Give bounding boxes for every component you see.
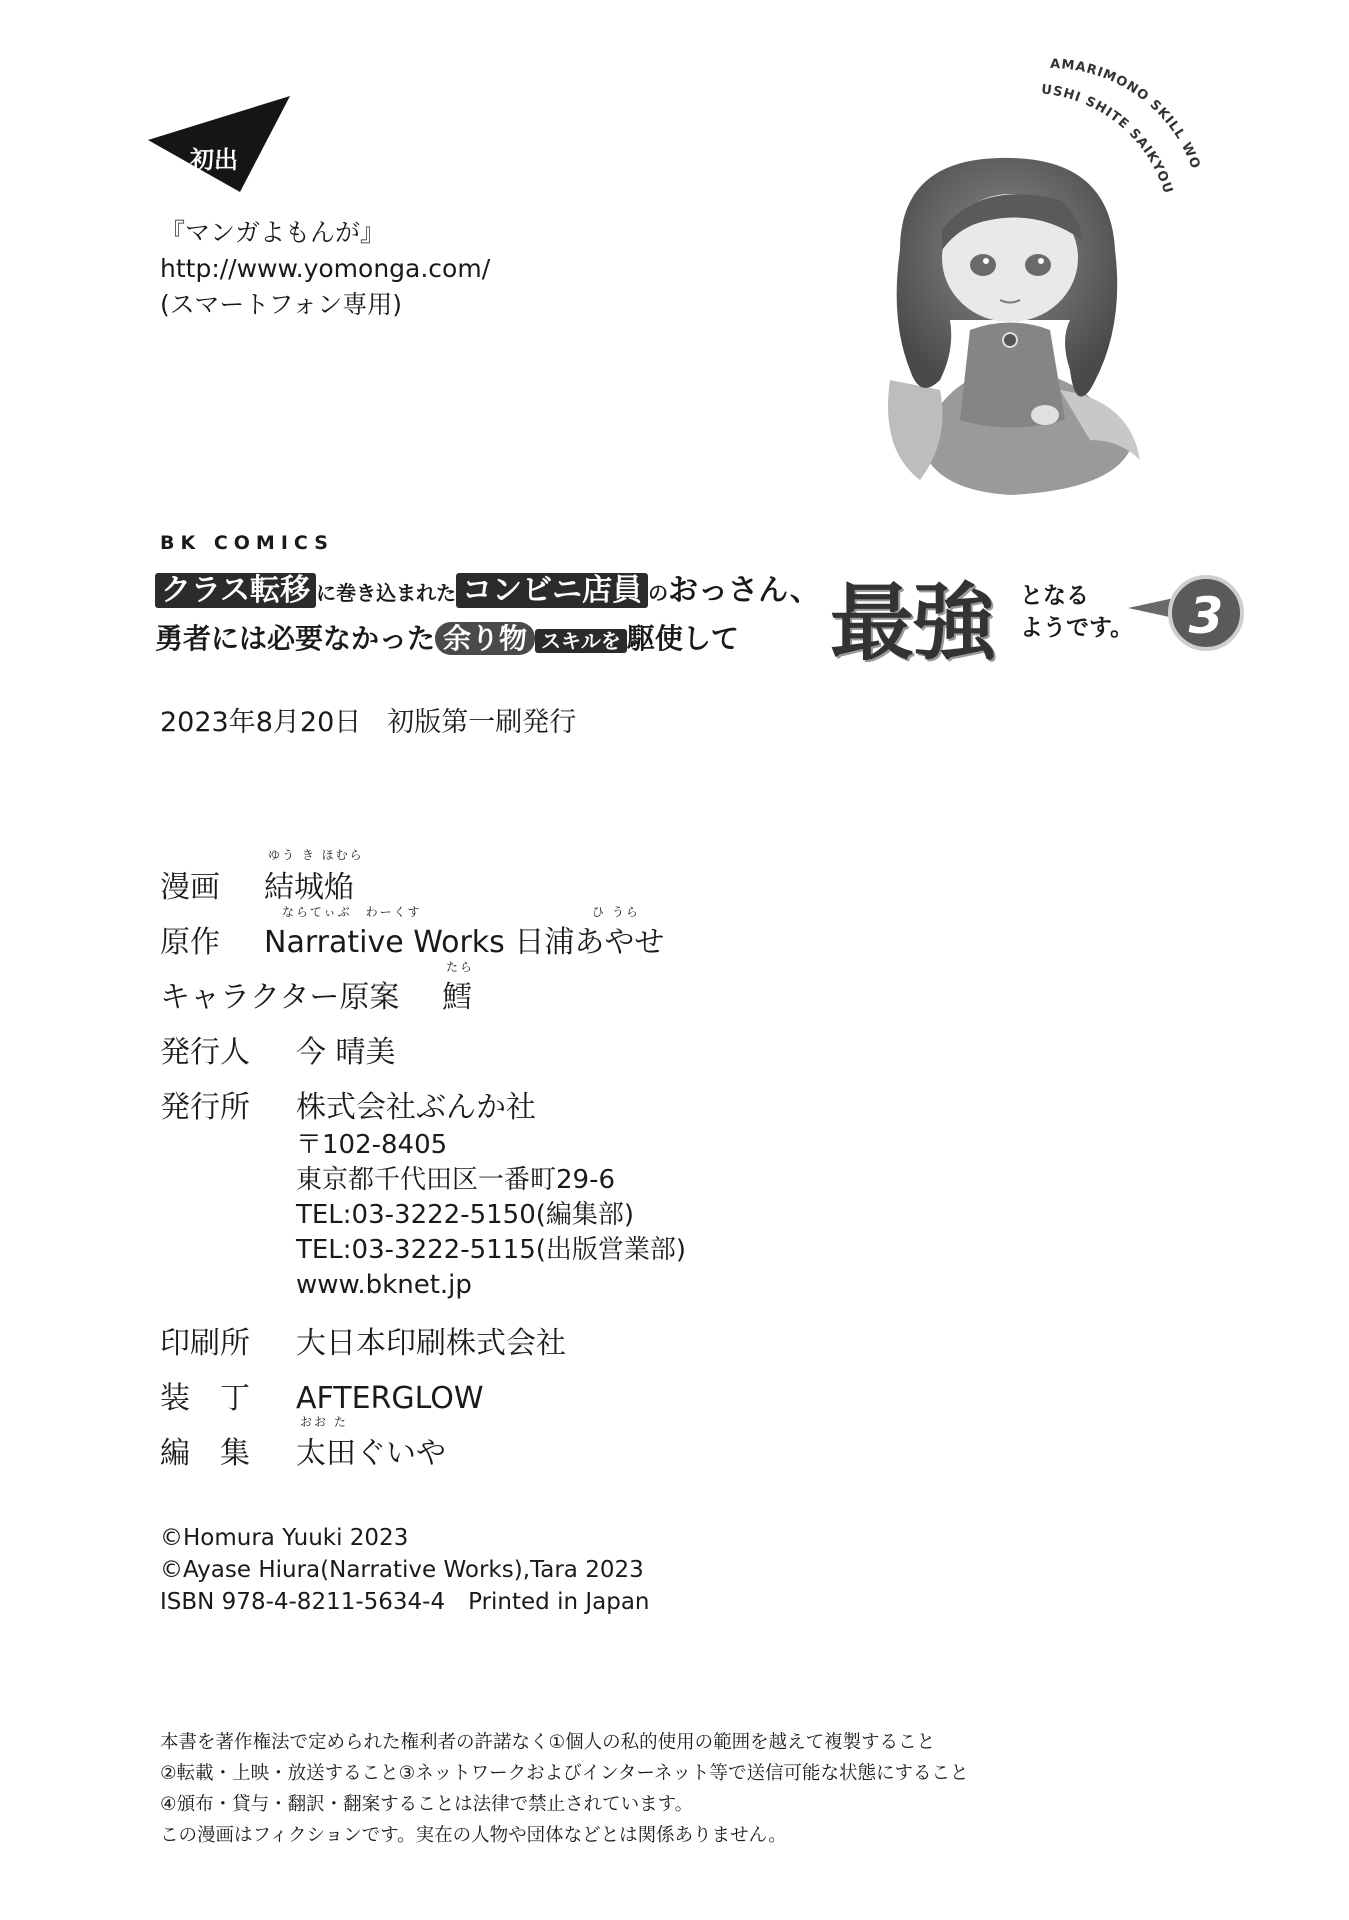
phone-editorial: TEL:03-3222-5150(編集部) (296, 1200, 635, 1230)
legal-notice (160, 1727, 969, 1851)
copyright-line: ©Homura Yuuki 2023 (160, 1525, 409, 1551)
postal-code: 〒102-8405 (296, 1130, 448, 1160)
credit-label: キャラクター原案 (160, 980, 400, 1015)
title-part: 余り物 (435, 622, 535, 655)
credit-value: AFTERGLOW (296, 1381, 484, 1416)
credit-value: 大日本印刷株式会社 (296, 1326, 566, 1361)
first-appearance-info (160, 215, 490, 323)
publication-date (160, 700, 576, 739)
copyright-block (160, 1522, 650, 1618)
credit-label: 装 丁 (160, 1381, 250, 1416)
title-part: おっさん、 (668, 573, 820, 608)
title-tail-line1: となる (1020, 583, 1089, 609)
english-title-line2: USHI SHITE SAIKYOU (1040, 82, 1176, 197)
imprint-label: BK COMICS (160, 532, 334, 554)
ruby-editor: おお た (300, 1415, 348, 1429)
title-tail-line2: ようです。 (1020, 615, 1134, 641)
title-line2 (155, 617, 739, 657)
ruby-original-2: ひ うら (592, 905, 640, 919)
character-illustration (860, 140, 1160, 520)
credit-manga (160, 862, 354, 906)
copyright-line: ©Ayase Hiura(Narrative Works),Tara 2023 (160, 1557, 644, 1583)
title-part: に巻き込まれた (316, 581, 457, 605)
title-tail (1020, 580, 1133, 644)
magazine-note: (スマートフォン専用) (160, 290, 403, 319)
credit-value: 今 晴美 (296, 1035, 396, 1070)
ruby-manga: ゆう き ほむら (268, 848, 364, 862)
credit-publisher (160, 1082, 536, 1126)
notice-line: ②転載・上映・放送すること③ネットワークおよびインターネット等で送信可能な状態にすること (160, 1763, 969, 1784)
notice-line: 本書を著作権法で定められた権利者の許諾なく①個人の私的使用の範囲を越えて複製すること (160, 1732, 936, 1753)
ruby-original: ならてぃぶ わーくす (282, 905, 422, 919)
notice-line: ④頒布・貸与・翻訳・翻案することは法律で禁止されています。 (160, 1794, 694, 1815)
english-title-line1: AMARIMONO SKILL WO (1049, 58, 1203, 172)
title-part: コンビニ店員 (456, 573, 648, 608)
credit-original (160, 917, 664, 961)
credit-label: 発行人 (160, 1035, 250, 1070)
title-part: の (648, 581, 669, 605)
credit-value: 結城焔 (264, 870, 354, 905)
credit-label: 原作 (160, 925, 220, 960)
title-big-kanji: 最強 (830, 574, 995, 672)
credit-value: 株式会社ぶんか社 (296, 1090, 536, 1125)
isbn-line: ISBN 978-4-8211-5634-4 Printed in Japan (160, 1589, 650, 1615)
volume-badge: 3 (1168, 575, 1244, 651)
credit-label: 編 集 (160, 1436, 250, 1471)
credit-character (160, 972, 472, 1016)
credit-value: Narrative Works 日浦あやせ (264, 925, 665, 960)
ruby-character: たら (446, 960, 475, 974)
website: www.bknet.jp (296, 1270, 472, 1300)
magazine-name: 『マンガよもんが』 (160, 218, 386, 247)
phone-sales: TEL:03-3222-5115(出版営業部) (296, 1235, 687, 1265)
credit-publisher-person (160, 1027, 396, 1071)
date: 2023年8月20日 (160, 707, 362, 738)
street-address: 東京都千代田区一番町29-6 (296, 1165, 616, 1195)
title-line1 (155, 565, 820, 609)
title-part: 勇者には必要なかった (155, 622, 436, 655)
magazine-url: http://www.yomonga.com/ (160, 254, 491, 283)
notice-line: この漫画はフィクションです。実在の人物や団体などとは関係ありません。 (160, 1825, 787, 1846)
credit-value: 太田ぐいや (296, 1436, 446, 1471)
first-appearance-label: 初出 (190, 146, 238, 174)
publisher-address (296, 1128, 686, 1303)
credit-label: 印刷所 (160, 1326, 250, 1361)
title-part: 駆使して (626, 622, 739, 655)
credit-editor (160, 1428, 446, 1472)
title-part: クラス転移 (155, 573, 316, 608)
credit-value: 鱈 (442, 980, 472, 1015)
credit-label: 漫画 (160, 870, 220, 905)
credit-design (160, 1373, 484, 1417)
edition: 初版第一刷発行 (387, 707, 577, 738)
credit-label: 発行所 (160, 1090, 250, 1125)
credit-printer (160, 1318, 566, 1362)
title-part: スキルを (535, 629, 627, 653)
